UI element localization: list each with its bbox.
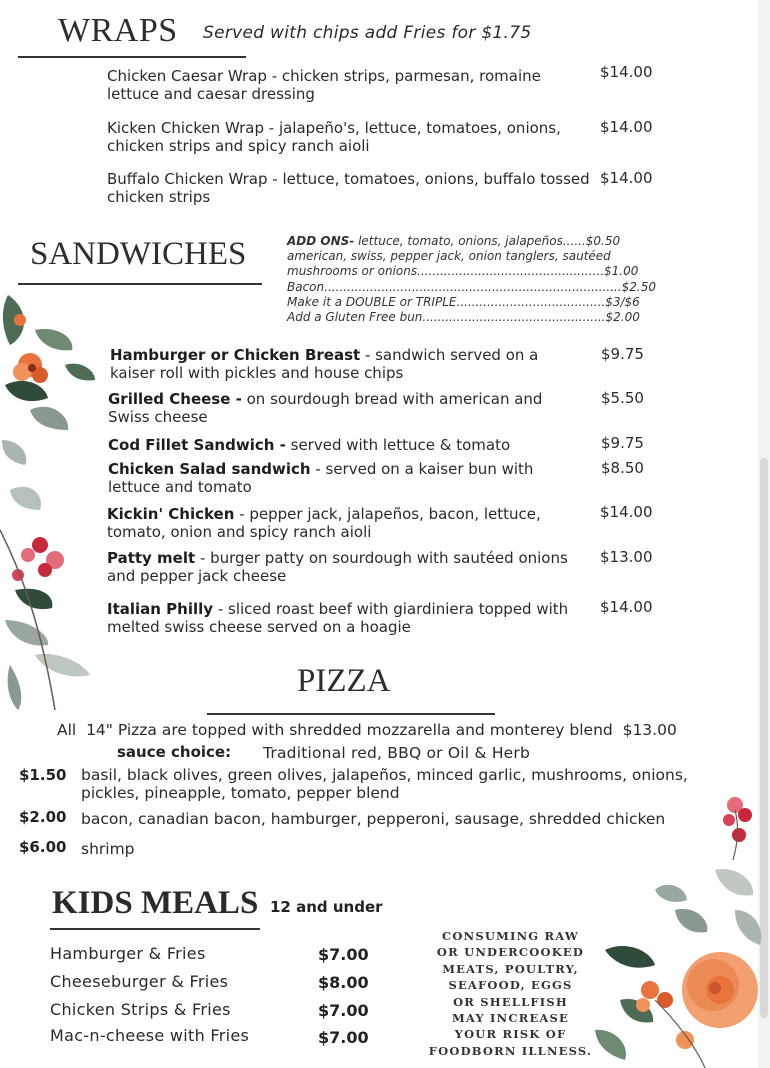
item-description: on sourdough bread with american and Swiss cheese <box>108 390 543 426</box>
topping-list: bacon, canadian bacon, hamburger, pepperoni, sausage, shredded chicken <box>81 810 666 828</box>
menu-item <box>107 600 587 636</box>
kids-item-name: Mac-n-cheese with Fries <box>50 1026 250 1045</box>
pizza-intro: All 14" Pizza are topped with shredded mozzarella and monterey blend $13.00 <box>57 721 677 739</box>
leaf-icon <box>2 295 95 710</box>
kids-item-price: $8.00 <box>318 973 369 992</box>
kids-item-name: Chicken Strips & Fries <box>50 1000 231 1019</box>
wraps-subtitle: Served with chips add Fries for $1.75 <box>203 23 532 43</box>
item-name: Kickin' Chicken <box>107 505 235 523</box>
warning-line: MAY INCREASE <box>451 1011 570 1026</box>
item-price: $9.75 <box>601 345 644 363</box>
item-name: Buffalo Chicken Wrap <box>107 170 268 188</box>
item-name: Chicken Salad sandwich <box>108 460 311 478</box>
item-name: Cod Fillet Sandwich - <box>108 436 286 454</box>
kids-item-name: Hamburger & Fries <box>50 944 206 963</box>
item-description: - pepper jack, jalapeños, bacon, lettuce, tomato, onion and spicy ranch aioli <box>107 505 541 541</box>
item-description: - sandwich served on a kaiser roll with pickles and house chips <box>110 346 539 382</box>
item-price: $13.00 <box>600 548 653 566</box>
add-ons-text: lettuce, tomato, onions, jalapeños......$0.50 <box>354 234 621 248</box>
menu-item <box>107 67 597 103</box>
menu-item <box>107 549 577 585</box>
item-description: - jalapeño's, lettuce, tomatoes, onions, chicken strips and spicy ranch aioli <box>107 119 561 155</box>
kids-item-price: $7.00 <box>318 1001 369 1020</box>
kids-item-price: $7.00 <box>318 1028 369 1047</box>
warning-line: YOUR RISK OF <box>454 1027 567 1042</box>
sauce-choice-label: sauce choice: <box>117 743 232 761</box>
warning-line: CONSUMING RAW <box>442 929 579 943</box>
warning-line: SEAFOOD, EGGS <box>448 978 573 993</box>
item-name: Italian Philly <box>107 600 214 618</box>
menu-item <box>107 119 577 155</box>
item-description: - chicken strips, parmesan, romaine lettuce and caesar dressing <box>107 67 541 103</box>
menu-item <box>107 505 592 541</box>
flower-icon <box>636 952 758 1049</box>
kids-meals-title: KIDS MEALS <box>52 885 259 921</box>
menu-item <box>107 170 597 206</box>
item-description: - served on a kaiser bun with lettuce and tomato <box>108 460 534 496</box>
item-price: $14.00 <box>600 503 653 521</box>
topping-list: shrimp <box>81 840 135 858</box>
menu-item <box>108 436 588 454</box>
item-price: $5.50 <box>601 389 644 407</box>
item-description: served with lettuce & tomato <box>285 436 511 454</box>
menu-item <box>108 460 588 496</box>
add-ons-line: american, swiss, pepper jack, onion tanglers, sautéed <box>287 249 611 264</box>
topping-price: $2.00 <box>19 808 67 826</box>
item-description: - sliced roast beef with giardiniera topped with melted swiss cheese served on a hoagie <box>107 600 569 636</box>
add-ons-label: ADD ONS- <box>287 234 355 248</box>
pizza-title-underline <box>207 713 495 715</box>
item-name: Hamburger or Chicken Breast <box>110 346 361 364</box>
wraps-title-underline <box>18 56 246 58</box>
item-price: $14.00 <box>600 598 653 616</box>
sandwiches-title-underline <box>18 283 262 285</box>
food-safety-warning <box>428 928 593 1059</box>
kids-meals-subtitle: 12 and under <box>270 898 383 916</box>
item-price: $14.00 <box>600 169 653 187</box>
item-description: - burger patty on sourdough with sautéed onions and pepper jack cheese <box>107 549 568 585</box>
warning-line: MEATS, POULTRY, <box>442 961 579 976</box>
item-name: Patty melt <box>107 549 196 567</box>
warning-line: OR SHELLFISH <box>453 994 568 1009</box>
item-description: - lettuce, tomatoes, onions, buffalo tossed chicken strips <box>107 170 590 206</box>
item-name: Grilled Cheese - <box>108 390 242 408</box>
warning-line: FOODBORN ILLNESS. <box>428 1043 593 1058</box>
wraps-title: WRAPS <box>58 12 178 49</box>
menu-item <box>110 346 585 382</box>
kids-item-price: $7.00 <box>318 945 369 964</box>
add-ons-line: Make it a DOUBLE or TRIPLE.......................................$3/$6 <box>287 294 640 309</box>
add-ons-line <box>287 234 672 249</box>
item-price: $9.75 <box>601 434 644 452</box>
topping-list: basil, black olives, green olives, jalapeños, minced garlic, mushrooms, onions, pickles, pineapple, tomato, pepper blend <box>81 766 688 802</box>
item-name: Chicken Caesar Wrap <box>107 67 267 85</box>
floral-decoration-bottom-right <box>595 850 765 1068</box>
item-price: $8.50 <box>601 459 644 477</box>
item-price: $14.00 <box>600 118 653 136</box>
topping-price: $1.50 <box>19 766 67 784</box>
add-ons-line: Bacon..............................................................................$2.50 <box>287 279 657 294</box>
warning-line: OR UNDERCOOKED <box>436 945 585 960</box>
item-price: $14.00 <box>600 63 653 81</box>
add-ons-line: Add a Gluten Free bun................................................$2.00 <box>287 310 640 325</box>
add-ons-list <box>287 234 672 325</box>
kids-title-underline <box>50 928 260 930</box>
pizza-title: PIZZA <box>297 663 391 699</box>
sauce-options: Traditional red, BBQ or Oil & Herb <box>263 744 531 762</box>
add-ons-line: mushrooms or onions.................................................$1.00 <box>287 264 639 279</box>
kids-item-name: Cheeseburger & Fries <box>50 972 229 991</box>
sandwiches-title: SANDWICHES <box>30 236 247 272</box>
floral-decoration-left <box>0 290 105 710</box>
menu-item <box>108 390 588 426</box>
item-name: Kicken Chicken Wrap <box>107 119 264 137</box>
topping-price: $6.00 <box>19 838 67 856</box>
